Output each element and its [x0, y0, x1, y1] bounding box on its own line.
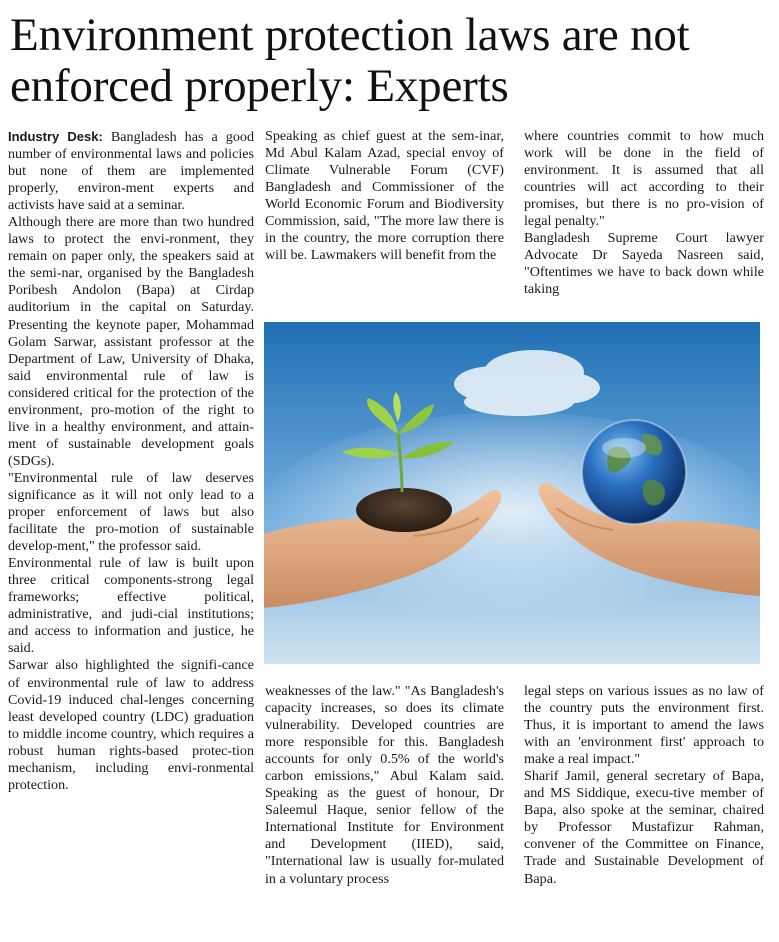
article-column-3-bottom — [524, 683, 764, 888]
article-column-2-bottom — [265, 683, 504, 888]
soil — [356, 488, 452, 532]
paragraph: Speaking as chief guest at the sem-inar, Md Abul Kalam Azad, special envoy of Climate Vulnerable Forum (CVF) Bangladesh and Commissioner of the World Economic Forum and Biodiversity Commission, said, "The more law there is in the country, the more corruption there will be. Lawmakers will benefit from the — [265, 128, 504, 264]
paragraph: Although there are more than two hundred laws to protect the envi-ronment, they remain on paper only, the speakers said at the semi-nar, organised by the Bangladesh Poribesh Andolon (Bapa) at Cirdap auditorium in the capital on Saturday. Presenting the keynote paper, Mohammad Golam Sarwar, assistant professor at the Department of Law, University of Dhaka, said environmental rule of law is considered critical for the protection of the environment, pro-motion of the right to live in a healthy environment, and attain-ment of sustainable development goals (SDGs). — [8, 214, 254, 469]
paragraph — [8, 128, 254, 214]
paragraph: Sharif Jamil, general secretary of Bapa, and MS Siddique, execu-tive member of Bapa, also spoke at the seminar, chaired by Professor Mustafizur Rahman, convener of the Committee on Finance, Trade and Sustainable Development of Bapa. — [524, 768, 764, 887]
article-column-2-top — [265, 128, 504, 264]
paragraph: Environmental rule of law is built upon three critical components-strong legal frameworks; effective political, administrative, and judi-cial institutions; and access to information and justice, he said. — [8, 555, 254, 657]
paragraph: legal steps on various issues as no law of the country puts the environment first. Thus, it is important to amend the laws with an 'environment first' approach to make a real impact." — [524, 683, 764, 768]
paragraph: where countries commit to how much work will be done in the field of environment. It is assumed that all countries will act according to their promises, but there is no pro-vision of legal penalty." — [524, 128, 764, 230]
dateline: Industry Desk: — [8, 129, 103, 144]
earth-globe — [582, 420, 686, 524]
headline: Environment protection laws are not enforced properly: Experts — [10, 9, 690, 112]
paragraph-text: Bangladesh has a good number of environmental laws and policies but none of them are implemented properly, environ-ment experts and activists have said at a seminar. — [8, 129, 254, 214]
article-column-3-top — [524, 128, 764, 298]
article-column-1 — [8, 128, 254, 794]
paragraph: weaknesses of the law." "As Bangladesh's capacity increases, so does its climate vulnerability. Developed countries are more responsible for this. Bangladesh accounts for only 0.5% of the world's carbon emissions," Abul Kalam said. Speaking as the guest of honour, Dr Saleemul Haque, senior fellow of the International Institute for Environment and Development (IIED), said, "International law is usually for-mulated in a voluntary process — [265, 683, 504, 887]
paragraph: "Environmental rule of law deserves significance as it will not only lead to a proper enforcement of laws but also facilitate the pro-motion of sustainable develop-ment," the professor said. — [8, 469, 254, 555]
hands-plant-globe-photo — [264, 322, 760, 664]
paragraph: Bangladesh Supreme Court lawyer Advocate Dr Sayeda Nasreen said, "Oftentimes we have to back down while taking — [524, 230, 764, 298]
paragraph: Sarwar also highlighted the signifi-cance of environmental rule of law to address Covid-19 induced chal-lenges concerning least developed country (LDC) graduation to middle income country, which requires a robust human rights-based protec-tion mechanism, including envi-ronmental protection. — [8, 657, 254, 793]
